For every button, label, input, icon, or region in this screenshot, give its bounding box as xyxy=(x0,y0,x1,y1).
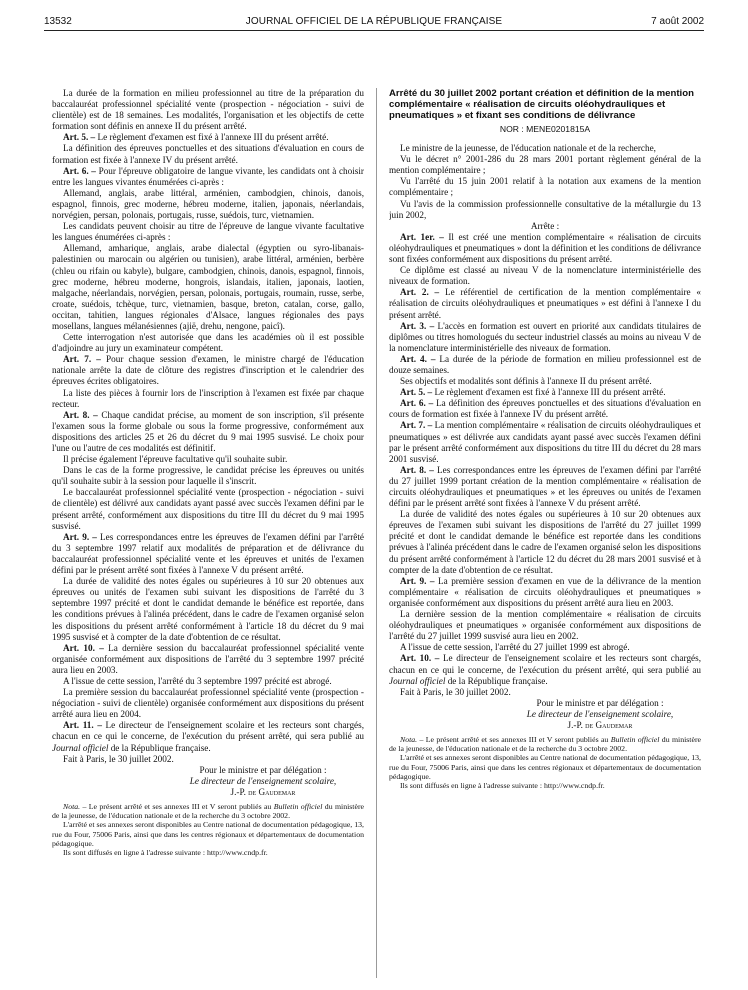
article-label: Art. 5. – xyxy=(63,132,96,143)
nota-paragraph: L'arrêté et ses annexes seront disponibles au Centre national de documentation pédagogique, 13, rue du Four, 75006 Paris, ainsi que dans les centres régionaux et départementaux de documentation pédagogique. xyxy=(52,820,364,848)
article-8-paragraph: Le baccalauréat professionnel spécialité vente (prospection - négociation - suivi de clientèle) est délivré aux candidats ayant passé avec succès l'examen défini par le présent arrêté, conformément aux dispositions du titre III du décret du 9 mai 1995 susvisé. xyxy=(52,487,364,531)
article-text: La durée de la période de formation en milieu professionnel est de douze semaines. xyxy=(389,353,701,375)
article-9-paragraph: A l'issue de cette session, l'arrêté du 27 juillet 1999 est abrogé. xyxy=(400,642,630,653)
article-label: Art. 7. – xyxy=(63,354,101,365)
nota-paragraph xyxy=(52,802,364,820)
article-label: Art. 8. – xyxy=(63,409,98,420)
article-label: Art. 6. – xyxy=(400,398,434,409)
article-text: Pour chaque session d'examen, le ministre chargé de l'éducation nationale arrête la date de clôture des registres d'inscription et le calendrier des épreuves écrites obligatoires. xyxy=(52,354,364,387)
article-text: La première session d'examen en vue de la délivrance de la mention complémentaire « réalisation de circuits oléohydrauliques et pneumatiques » organisée conformément aux dispositions du présent arrêté aura lieu en 2003. xyxy=(389,575,701,608)
article-8-paragraph: Dans le cas de la forme progressive, le candidat précise les épreuves ou unités qu'il souhaite subir à la session pour laquelle il s'inscrit. xyxy=(52,465,364,487)
article-label: Art. 11. – xyxy=(63,720,102,731)
article-label: Art. 4. – xyxy=(400,353,436,364)
article-10-paragraph: A l'issue de cette session, l'arrêté du 3 septembre 1997 précité est abrogé. xyxy=(63,675,332,686)
article-9 xyxy=(389,576,701,609)
article-text: Les correspondances entre les épreuves de l'examen défini par l'arrêté du 3 septembre 1997 relatif aux modalités de préparation et de délivrance du baccalauréat professionnel spécialité vente et les épreuves et unités de l'examen défini par le présent arrêté sont fixées à l'annexe V du présent arrêté. xyxy=(52,531,364,576)
nota-paragraph: L'arrêté et ses annexes seront disponibles au Centre national de documentation pédagogique, 13, rue du Four, 75006 Paris, ainsi que dans les centres régionaux et départementaux de documentation pédagogique. xyxy=(389,753,701,781)
article-7-paragraph: La liste des pièces à fournir lors de l'inscription à l'examen est fixée par chaque recteur. xyxy=(52,387,364,409)
article-10 xyxy=(52,643,364,676)
preamble: Vu l'arrêté du 15 juin 2001 relatif à la notation aux examens de la mention complémentaire ; xyxy=(389,176,701,198)
nota-text: – Le présent arrêté et ses annexes III et V seront publiés au xyxy=(80,802,274,811)
article-text: Le règlement d'examen est fixé à l'annexe III du présent arrêté. xyxy=(95,132,329,143)
left-column xyxy=(52,88,364,983)
article-9-paragraph: La durée de validité des notes égales ou supérieures à 10 sur 20 obtenues aux épreuves ou unités de l'examen subi suivant les dispositions de l'arrêté du 3 septembre 1997 précité et dont le candidat demande le bénéfice est reportée, dans les conditions prévues à l'alinéa précédent, dans le cadre de l'examen organisé selon les dispositions du présent arrêté conformément à l'article 18 du décret du 9 mai 1995 susvisé et à compter de la date d'obtention de ce résultat. xyxy=(52,576,364,642)
article-8 xyxy=(52,410,364,454)
article-label: Art. 7. – xyxy=(400,420,433,431)
article-5-paragraph: La définition des épreuves ponctuelles et des situations d'évaluation en cours de formation est fixée à l'annexe IV du présent arrêté. xyxy=(52,143,364,165)
article-1-paragraph: Ce diplôme est classé au niveau V de la nomenclature interministérielle des niveaux de formation. xyxy=(389,265,701,287)
article-label: Art. 5. – xyxy=(400,387,433,398)
article-label: Art. 9. – xyxy=(400,575,435,586)
nota-text: du ministère de la jeunesse, de l'éducation nationale et de la recherche du 3 octobre 2002. xyxy=(52,802,364,821)
journal-officiel-ref: Journal officiel xyxy=(52,742,109,753)
article-label: Art. 1er. – xyxy=(400,231,444,242)
bulletin-officiel-ref: Bulletin officiel xyxy=(273,802,323,811)
article-text: La dernière session du baccalauréat professionnel spécialité vente organisée conformément aux dispositions de l'arrêté du 3 septembre 1997 précité aura lieu en 2003. xyxy=(52,642,364,675)
article-6 xyxy=(389,398,701,420)
article-text: Pour l'épreuve obligatoire de langue vivante, les candidats ont à choisir entre les langues vivantes énumérées ci-après : xyxy=(52,165,364,187)
arrete-heading: Arrête : xyxy=(530,220,560,231)
article-6-paragraph: Les candidats peuvent choisir au titre de l'épreuve de langue vivante facultative les langues énumérées ci-après : xyxy=(52,221,364,243)
languages-list-mandatory: Allemand, anglais, arabe littéral, arménien, cambodgien, chinois, danois, espagnol, finnois, grec moderne, hébreu moderne, italien, japonais, néerlandais, norvégien, persan, polonais, portugais, russe, suédois, turc, vietnamien. xyxy=(52,187,364,221)
issue-date: 7 août 2002 xyxy=(651,16,704,27)
article-text: de la République française. xyxy=(445,675,548,686)
page-number: 13532 xyxy=(44,16,72,27)
signatory-name: J.-P. de Gaudemar xyxy=(230,786,296,797)
nota-text: – Le présent arrêté et ses annexes III et V seront publiés au xyxy=(417,735,611,745)
nota-label: Nota. xyxy=(400,735,418,745)
article-10 xyxy=(389,653,701,686)
decree-title: Arrêté du 30 juillet 2002 portant création et définition de la mention complémentaire « réalisation de circuits oléohydrauliques et pneumatiques » et fixant ses conditions de délivrance xyxy=(389,88,694,121)
article-text: L'accès en formation est ouvert en priorité aux candidats titulaires de diplômes ou titres homologués du secteur industriel classés au moins au niveau V de la nomenclature interministérielle des niveaux de formation. xyxy=(389,320,701,353)
nota-paragraph xyxy=(389,735,701,753)
article-label: Art. 8. – xyxy=(400,464,434,475)
nota-block xyxy=(389,735,701,790)
signature-line: Pour le ministre et par délégation : xyxy=(536,697,664,708)
signatory-name: J.-P. de Gaudemar xyxy=(567,719,633,730)
nota-block xyxy=(52,802,364,857)
article-3 xyxy=(389,321,701,354)
article-text: La mention complémentaire « réalisation de circuits oléohydrauliques et pneumatiques » est délivrée aux candidats ayant passé avec succès l'examen défini par le présent arrêté conformément aux dispositions du titre III du décret du 28 mars 2001 susvisé. xyxy=(389,420,701,464)
nota-text: du ministère de la jeunesse, de l'éducation nationale et de la recherche du 3 octobre 2002. xyxy=(389,735,701,754)
article-7 xyxy=(389,420,701,464)
article-text: Il est créé une mention complémentaire « réalisation de circuits oléohydrauliques et pneumatiques » dont la définition et les conditions de délivrance sont fixées conformément aux dispositions du présent arrêté. xyxy=(389,231,701,265)
article-9 xyxy=(52,532,364,576)
article-text: Le référentiel de certification de la mention complémentaire « réalisation de circuits oléohydrauliques et pneumatiques » est défini à l'annexe I du présent arrêté. xyxy=(389,287,701,320)
article-5 xyxy=(389,387,701,398)
signature-title: Le directeur de l'enseignement scolaire, xyxy=(526,708,674,719)
article-text: Le directeur de l'enseignement scolaire et les recteurs sont chargés, chacun en ce qui le concerne, de l'exécution du présent arrêté, qui sera publié au xyxy=(389,653,701,675)
intro-paragraph: La durée de la formation en milieu professionnel au titre de la préparation du baccalauréat professionnel spécialité vente (prospection - négociation - suivi de clientèle) est de 18 semaines. Les modalités, l'organisation et les objectifs de cette formation sont définis en annexe II du présent arrêté. xyxy=(52,88,364,132)
article-9-paragraph: La dernière session de la mention complémentaire « réalisation de circuits oléohydrauliques et pneumatiques » organisée conformément aux dispositions de l'arrêté du 27 juillet 1999 susvisé aura lieu en 2002. xyxy=(389,609,701,642)
article-text: de la République française. xyxy=(108,742,211,753)
article-text: Le règlement d'examen est fixé à l'annexe III du présent arrêté. xyxy=(432,387,666,398)
preamble: Le ministre de la jeunesse, de l'éducation nationale et de la recherche, xyxy=(400,143,656,154)
article-6 xyxy=(52,166,364,188)
article-label: Art. 9. – xyxy=(63,531,97,542)
article-10-paragraph: La première session du baccalauréat professionnel spécialité vente (prospection - négociation - suivi de clientèle) organisée conformément aux dispositions du présent arrêté aura lieu en 2004. xyxy=(52,687,364,720)
article-8-paragraph: La durée de validité des notes égales ou supérieures à 10 sur 20 obtenues aux épreuves de l'examen subi suivant les dispositions de l'arrêté du 27 juillet 1999 précité et dont le candidat demande le bénéfice est reportée dans les conditions prévues à l'alinéa précédent dans le cadre de l'examen organisé selon les dispositions du présent arrêté conformément à l'article 12 du décret du 28 mars 2001 susvisé et à compter de la date d'obtention de ce résultat. xyxy=(389,509,701,575)
article-text: Chaque candidat précise, au moment de son inscription, s'il présente l'examen sous la forme globale ou sous la forme progressive, conformément aux dispositions des articles 25 et 26 du décret du 9 mai 1995 susvisé. Le choix pour l'une ou l'autre de ces modalités est définitif. xyxy=(52,409,364,453)
nor-reference: NOR : MENE0201815A xyxy=(499,124,591,134)
article-label: Art. 6. – xyxy=(63,165,96,176)
nota-paragraph: Ils sont diffusés en ligne à l'adresse suivante : http://www.cndp.fr. xyxy=(63,848,268,858)
article-label: Art. 10. – xyxy=(400,653,440,664)
article-8 xyxy=(389,465,701,509)
column-divider xyxy=(376,88,377,978)
article-2 xyxy=(389,287,701,320)
article-label: Art. 10. – xyxy=(63,642,104,653)
place-date: Fait à Paris, le 30 juillet 2002. xyxy=(400,686,511,697)
right-column xyxy=(389,88,701,983)
place-date: Fait à Paris, le 30 juillet 2002. xyxy=(63,753,174,764)
article-label: Art. 3. – xyxy=(400,320,435,331)
languages-list-optional: Allemand, amharique, anglais, arabe dialectal (égyptien ou syro-libanais-palestinien ou marocain ou algérien ou tunisien), arabe littéral, arménien, berbère (chleu ou rifain ou kabyle), bulgare, cambodgien, chinois, danois, espagnol, finnois, grec moderne, hébreu moderne, hongrois, islandais, italien, japonais, laotien, malgache, néerlandais, norvégien, persan, polonais, portugais, roumain, russe, serbe, croate, suédois, tchèque, turc, vietnamien, basque, breton, catalan, corse, gallo, occitan, tahitien, langues régionales d'Alsace, langues régionales des pays mosellans, langues mélanésiennes (ajië, drehu, nengone, paicî). xyxy=(52,243,364,331)
article-7 xyxy=(52,354,364,387)
article-11 xyxy=(52,720,364,753)
article-5 xyxy=(52,132,364,143)
article-8-paragraph: Il précise également l'épreuve facultative qu'il souhaite subir. xyxy=(63,454,288,465)
signature-title: Le directeur de l'enseignement scolaire, xyxy=(189,775,337,786)
article-4 xyxy=(389,354,701,376)
signature-line: Pour le ministre et par délégation : xyxy=(199,764,327,775)
article-4-paragraph: Ses objectifs et modalités sont définis à l'annexe II du présent arrêté. xyxy=(400,376,652,387)
journal-title: JOURNAL OFFICIEL DE LA RÉPUBLIQUE FRANÇAISE xyxy=(245,16,503,27)
article-1 xyxy=(389,232,701,265)
journal-officiel-ref: Journal officiel xyxy=(389,675,446,686)
page-header xyxy=(44,14,704,31)
article-text: Les correspondances entre les épreuves de l'examen défini par l'arrêté du 27 juillet 1999 portant création de la mention complémentaire « réalisation de circuits oléohydrauliques et pneumatiques » et les épreuves ou unités de l'examen défini par le présent arrêté sont fixées à l'annexe V du présent arrêté. xyxy=(389,464,701,509)
article-text: Le directeur de l'enseignement scolaire et les recteurs sont chargés, chacun en ce qui le concerne, de l'exécution du présent arrêté, qui sera publié au xyxy=(52,720,364,742)
preamble: Vu l'avis de la commission professionnelle consultative de la métallurgie du 13 juin 2002, xyxy=(389,198,701,220)
article-6-paragraph: Cette interrogation n'est autorisée que dans les académies où il est possible d'adjoindre au jury un examinateur compétent. xyxy=(52,332,364,354)
preamble: Vu le décret n° 2001-286 du 28 mars 2001 portant règlement général de la mention complémentaire ; xyxy=(389,154,701,176)
nota-paragraph: Ils sont diffusés en ligne à l'adresse suivante : http://www.cndp.fr. xyxy=(400,781,605,791)
nota-label: Nota. xyxy=(63,802,81,811)
bulletin-officiel-ref: Bulletin officiel xyxy=(610,735,660,745)
article-label: Art. 2. – xyxy=(400,287,440,298)
article-text: La définition des épreuves ponctuelles et des situations d'évaluation en cours de formation est fixée à l'annexe IV du présent arrêté. xyxy=(389,398,701,420)
